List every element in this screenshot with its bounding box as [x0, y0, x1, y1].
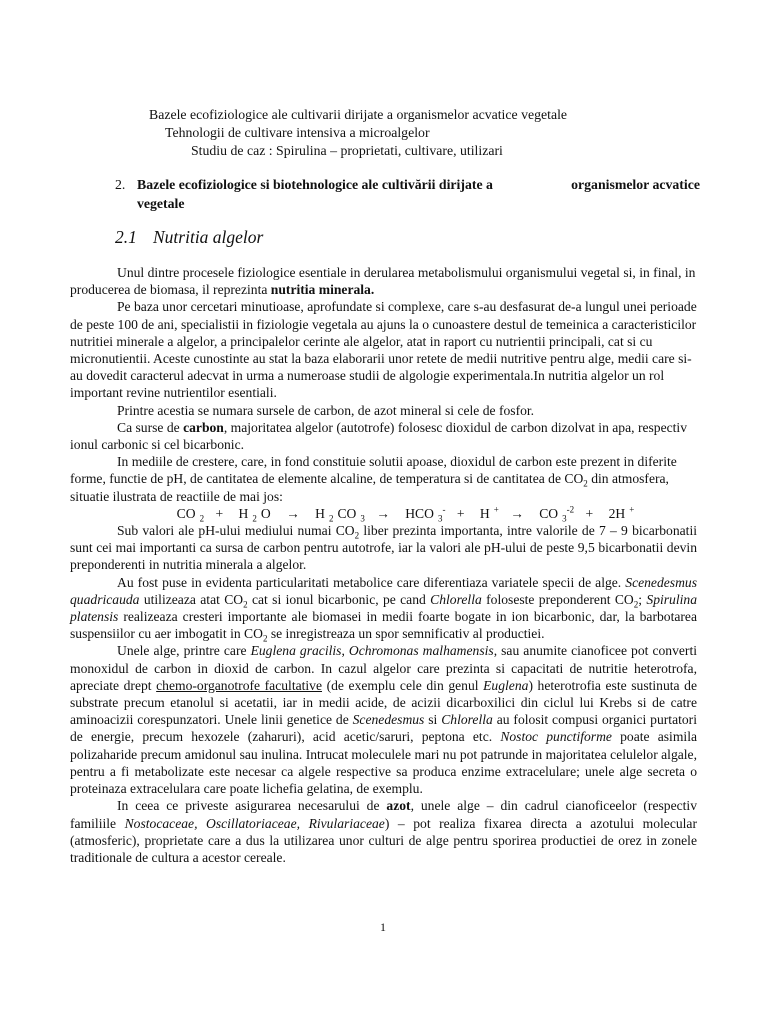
- eq-arrow-1: →: [286, 505, 300, 521]
- section-2-1-title: Nutritia algelor: [153, 227, 264, 247]
- paragraph-5: In mediile de crestere, care, in fond constituie solutii apoase, dioxidul de carbon este prezent in diferite forme, functie de pH, de cantitatea de elemente alcaline, de temperatura si de cantitatea de $CO_2$ din atmosfera, situatie ilustrata de reactiile de mai jos:: [70, 454, 677, 504]
- eq-hplus: H +: [479, 504, 499, 521]
- eq-co2: CO $_2$: [176, 505, 205, 524]
- toc-line-2: Tehnologii de cultivare intensiva a microalgelor: [165, 125, 430, 140]
- section-2-title-b: organismelor acvatice: [571, 177, 700, 192]
- section-2-title-c: vegetale: [137, 196, 185, 211]
- body-text: [70, 264, 697, 866]
- section-2-title-a: Bazele ecofiziologice si biotehnologice ale cultivării dirijate a: [137, 177, 493, 192]
- eq-h2o: H $_2$ O: [238, 505, 271, 524]
- eq-plus-2: +: [456, 505, 465, 521]
- section-2-1-number: 2.1: [115, 227, 137, 247]
- eq-h2co3: H $_2$ CO $_3$: [315, 505, 365, 524]
- toc-line-1: Bazele ecofiziologice ale cultivarii dirijate a organismelor acvatice vegetale: [149, 107, 568, 122]
- eq-hco3: HCO $_3$-: [405, 504, 446, 524]
- eq-2h: 2H +: [608, 504, 635, 521]
- section-2-heading: [115, 175, 700, 213]
- paragraph-4: Ca surse de carbon, majoritatea algelor (autotrofe) folosesc dioxidul de carbon dizolvat in apa, respectiv ionul carbonic si cel bicarbonic.: [70, 419, 688, 453]
- paragraph-1: Unul dintre procesele fiziologice esentiale in derularea metabolismului organismului vegetal si, in final, in producerea de biomasa, il reprezinta nutritia minerala.: [70, 265, 696, 298]
- paragraph-8: Unele alge, printre care Euglena gracilis, Ochromonas malhamensis, sau anumite cianoficee pot converti monoxidul de carbon in dioxid de carbon. In cazul algelor care prezinta si capacitati de nutritie heterotrofa, apreciate drept chemo-organotrofe facultative (de exemplu cele din genul Euglena) heterotrofia este sustinuta de substrate precum etanolul si acetatii, iar in medii acide, de acizii dicarboxilici din ciclul lui Krebs si de catre aminoacizii corespunzatori. Unele linii genetice de Scenedesmus si Chlorella au folosit compusi organici purtatori de energie, precum hexozele (zaharuri), acid acetic/saruri, peptona etc. Nostoc punctiforme poate asimila polizaharide precum amidonul sau inulina. Intrucat moleculele mari nu pot patrunde in majoritatea celulelor algale, pentru a fi metabolizate este necesar ca algele respective sa produca enzime extracelulare; unele alge secreta o proteinaza extracelulara care poate lichefia gelatina, de exemplu.: [70, 643, 697, 797]
- toc-line-3: Studiu de caz : Spirulina – proprietati, cultivare, utilizari: [191, 143, 503, 158]
- eq-plus-1: +: [215, 505, 224, 521]
- eq-arrow-2: →: [376, 505, 390, 521]
- eq-co3: CO $_3^{-2}$: [539, 504, 575, 524]
- paragraph-2: Pe baza unor cercetari minutioase, aprofundate si complexe, care s-au desfasurat de-a lungul unei perioade de peste 100 de ani, specialistii in fiziologie vegetala au ajuns la o cunoastere destul de temeinica a caracteristicilor nutritiei minerale a algelor, a principalelor cerinte ale algelor, atat in raport cu nutrientii principali, cat si cu micronutientii. Aceste cunostinte au stat la baza elaborarii unor retete de medii nutritive pentru alge, medii care si-au dovedit caracterul adecvat in urma a numeroase studii de algologie experimentala.In nutritia algelor un rol important revine nutrientilor esentiali.: [70, 299, 697, 401]
- section-2-number: 2.: [115, 177, 126, 192]
- reaction-equation: [70, 505, 697, 522]
- section-2-1-heading: [115, 227, 263, 248]
- paragraph-3: Printre acestia se numara sursele de carbon, de azot mineral si cele de fosfor.: [117, 402, 535, 418]
- eq-arrow-3: →: [510, 505, 524, 521]
- paragraph-7: Au fost puse in evidenta particularitati metabolice care diferentiaza variatele specii de alge. Scenedesmus quadricauda utilizeaza atat $CO_2$ cat si ionul bicarbonic, pe cand Chlorella foloseste preponderent $CO_2$; Spirulina platensis realizeaza cresteri importante ale biomasei in medii foarte bogate in ion bicarbonic, dar, la barbotarea suspensiilor cu aer imbogatit in $CO_2$ se inregistreaza un spor semnificativ al productiei.: [70, 574, 697, 644]
- eq-plus-3: +: [585, 505, 594, 521]
- paragraph-6: Sub valori ale pH-ului mediului numai $CO_2$ liber prezinta importanta, intre valorile de 7 – 9 bicarbonatii sunt cei mai importanti ca sursa de carbon pentru autotrofe, iar la valori ale pH-ului de peste 9,5 bicarbonatii devin preponderenti in nutritia minerala a algelor.: [70, 523, 698, 573]
- paragraph-9: In ceea ce priveste asigurarea necesarului de azot, unele alge – din cadrul cianoficeelor (respectiv familiile Nostocaceae, Oscillatoriaceae, Rivulariaceae) – pot realiza fixarea directa a azotului molecular (atmosferic), proprietate care a dus la utilizarea unor culturi de alge pentru sporirea productiei de orez in zonele traditionale de cultura a acestor cereale.: [70, 798, 698, 865]
- page-number: 1: [380, 920, 386, 934]
